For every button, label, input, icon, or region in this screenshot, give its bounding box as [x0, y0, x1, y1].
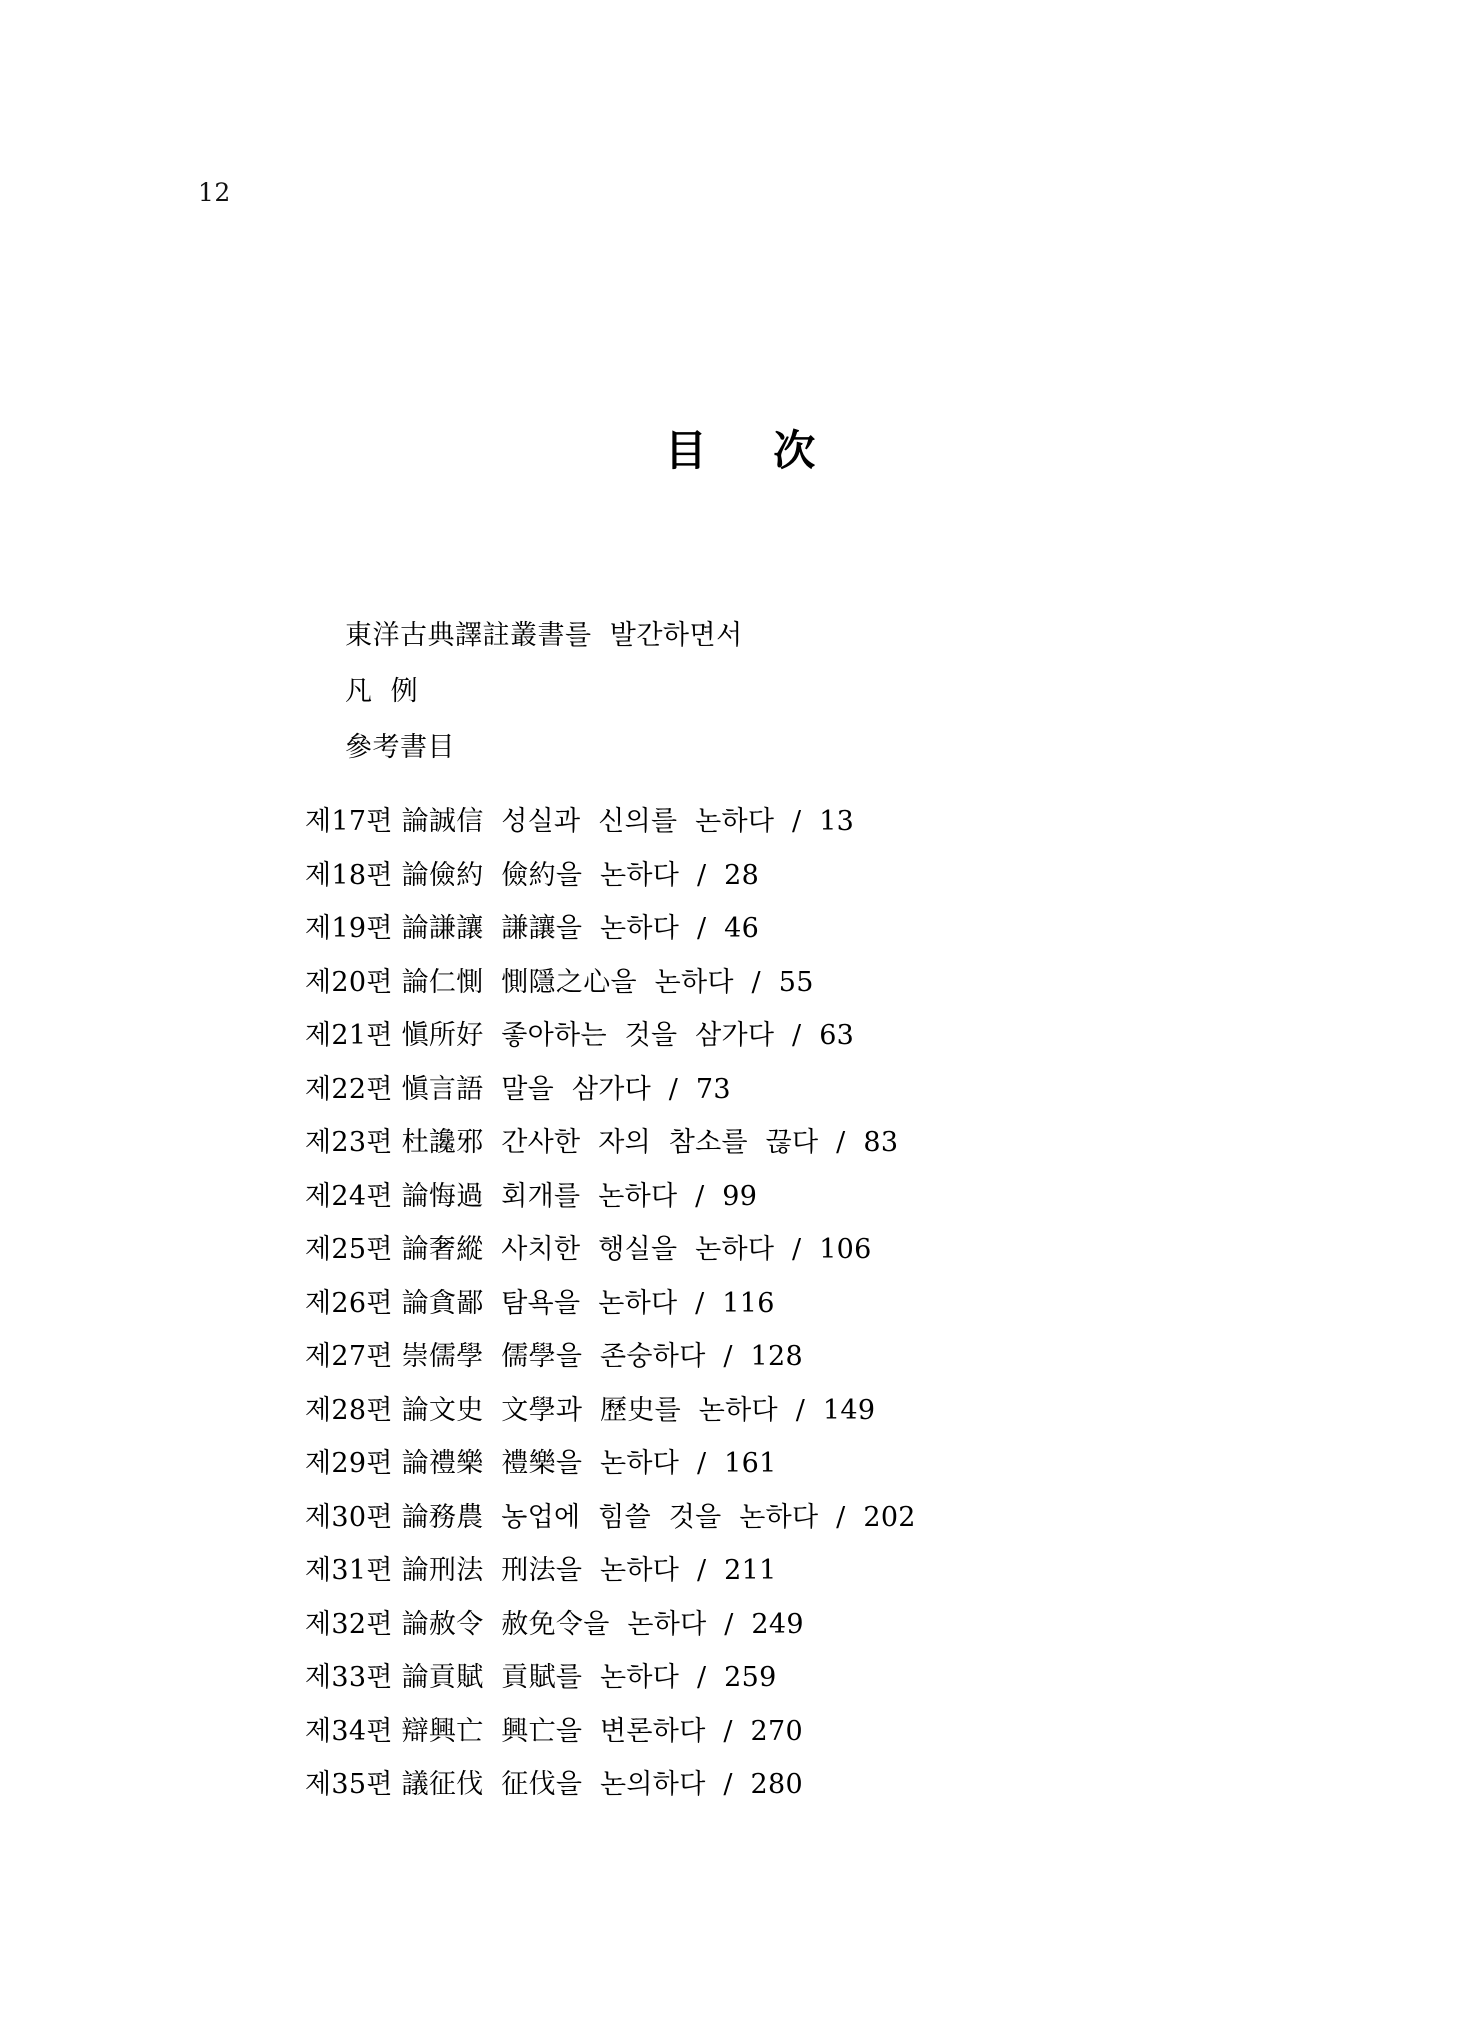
chapter-title-hanja: 崇儒學: [401, 1341, 484, 1372]
chapter-description: 興亡을 변론하다 / 270: [501, 1715, 803, 1747]
chapter-description: 征伐을 논의하다 / 280: [501, 1769, 803, 1800]
list-item: [305, 1063, 1355, 1117]
chapter-title-hanja: 論仁惻: [401, 966, 484, 998]
list-item: [305, 1116, 1355, 1170]
chapter-title-hanja: 愼所好: [401, 1020, 484, 1051]
chapter-title-hanja: 論誠信: [401, 806, 484, 837]
chapter-number: 제32편: [305, 1608, 393, 1640]
chapter-description: 회개를 논하다 / 99: [501, 1180, 758, 1212]
list-item: [305, 1277, 1355, 1331]
chapter-number: 제28편: [305, 1394, 393, 1426]
chapter-description: 禮樂을 논하다 / 161: [501, 1448, 777, 1479]
list-item: [305, 795, 1355, 849]
chapter-title-hanja: 議征伐: [401, 1769, 484, 1800]
list-item: [305, 902, 1355, 956]
chapter-title-hanja: 杜讒邪: [401, 1127, 484, 1158]
chapter-title-hanja: 論刑法: [401, 1555, 484, 1586]
chapter-description: 赦免令을 논하다 / 249: [501, 1608, 804, 1640]
list-item: [305, 1437, 1355, 1491]
front-matter-item: 東洋古典譯註叢書를 발간하면서: [345, 620, 743, 651]
chapter-description: 文學과 歷史를 논하다 / 149: [501, 1394, 876, 1426]
chapter-title-hanja: 論務農: [401, 1501, 484, 1533]
front-matter-item: 參考書目: [345, 732, 455, 763]
list-item: [305, 1009, 1355, 1063]
chapter-title-hanja: 論文史: [401, 1394, 484, 1426]
chapter-title-hanja: 論儉約: [401, 859, 484, 891]
chapter-number: 제29편: [305, 1448, 393, 1479]
chapter-title-hanja: 論謙讓: [401, 913, 484, 944]
chapter-number: 제18편: [305, 859, 393, 891]
chapter-title-hanja: 論貢賦: [401, 1662, 484, 1693]
list-item: [305, 1223, 1355, 1277]
list-item: [305, 1384, 1355, 1438]
list-item: [305, 849, 1355, 903]
chapter-title-hanja: 辯興亡: [401, 1715, 484, 1747]
list-item: [305, 956, 1355, 1010]
chapter-description: 謙讓을 논하다 / 46: [501, 913, 760, 944]
front-matter-list: [345, 608, 1245, 776]
chapter-number: 제33편: [305, 1662, 393, 1693]
chapter-number: 제34편: [305, 1715, 393, 1747]
chapter-title-hanja: 論奢縱: [401, 1234, 484, 1265]
list-item: [305, 1598, 1355, 1652]
chapter-description: 儒學을 존숭하다 / 128: [501, 1341, 803, 1372]
list-item: [305, 1544, 1355, 1598]
chapter-number: 제22편: [305, 1073, 393, 1105]
list-item: [305, 1330, 1355, 1384]
chapter-title-hanja: 論禮樂: [401, 1448, 484, 1479]
chapter-number: 제17편: [305, 806, 393, 837]
list-item: [305, 1651, 1355, 1705]
chapter-number: 제27편: [305, 1341, 393, 1372]
chapter-number: 제19편: [305, 913, 393, 944]
list-item: [305, 1491, 1355, 1545]
chapter-description: 儉約을 논하다 / 28: [501, 859, 760, 891]
front-matter-item: 凡 例: [345, 676, 419, 707]
chapter-title-hanja: 愼言語: [401, 1073, 484, 1105]
chapter-description: 貢賦를 논하다 / 259: [501, 1662, 777, 1693]
chapter-description: 성실과 신의를 논하다 / 13: [501, 806, 855, 837]
chapter-description: 말을 삼가다 / 73: [501, 1073, 731, 1105]
list-item: [305, 1758, 1355, 1812]
chapter-number: 제23편: [305, 1127, 393, 1158]
chapter-description: 刑法을 논하다 / 211: [501, 1555, 777, 1586]
chapter-number: 제31편: [305, 1555, 393, 1586]
chapter-description: 사치한 행실을 논하다 / 106: [501, 1234, 872, 1265]
chapter-number: 제26편: [305, 1287, 393, 1319]
chapter-description: 농업에 힘쓸 것을 논하다 / 202: [501, 1501, 916, 1533]
list-item: [305, 1170, 1355, 1224]
toc-list: [305, 795, 1355, 1812]
chapter-description: 惻隱之心을 논하다 / 55: [501, 966, 814, 998]
chapter-description: 간사한 자의 참소를 끊다 / 83: [501, 1127, 899, 1158]
chapter-title-hanja: 論悔過: [401, 1180, 484, 1212]
chapter-number: 제21편: [305, 1020, 393, 1051]
page-number: 12: [198, 178, 231, 207]
chapter-number: 제25편: [305, 1234, 393, 1265]
page-title: 目 次: [664, 426, 842, 475]
chapter-description: 좋아하는 것을 삼가다 / 63: [501, 1020, 855, 1051]
chapter-description: 탐욕을 논하다 / 116: [501, 1287, 775, 1319]
chapter-number: 제24편: [305, 1180, 393, 1212]
chapter-number: 제20편: [305, 966, 393, 998]
chapter-title-hanja: 論貪鄙: [401, 1287, 484, 1319]
chapter-title-hanja: 論赦令: [401, 1608, 484, 1640]
list-item: [305, 1705, 1355, 1759]
chapter-number: 제35편: [305, 1769, 393, 1800]
chapter-number: 제30편: [305, 1501, 393, 1533]
